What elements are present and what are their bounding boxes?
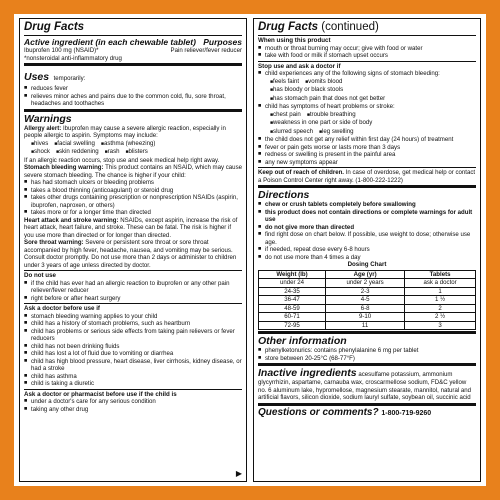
bleeding-signs: ■ feels faint ■ vomits blood	[258, 78, 476, 87]
list-item: ■ do not give more than directed	[258, 224, 476, 232]
table-row: 48-59 6-8 2	[259, 304, 476, 313]
drug-facts-panel-left	[19, 18, 247, 482]
allergy-symptoms: ■ hives ■ facial swelling ■ asthma (wheezing)	[24, 140, 242, 149]
phone-number: 1-800-719-9260	[381, 409, 432, 417]
table-row: under 24 under 2 years ask a doctor	[259, 279, 476, 288]
list-item: ■ has had stomach ulcers or bleeding problems	[24, 179, 242, 187]
list-item: ■ right before or after heart surgery	[24, 295, 242, 303]
list-item: ■ this product does not contain directions or complete warnings for adult use	[258, 209, 476, 224]
table-row: 24-35 2-3 1	[259, 287, 476, 296]
list-item: ■ phenylketonurics: contains phenylalanine 6 mg per tablet	[258, 347, 476, 355]
dosing-chart-title: Dosing Chart	[347, 261, 387, 268]
do-not-use-header: Do not use	[24, 272, 56, 279]
list-item: ■ child has high blood pressure, heart disease, liver cirrhosis, kidney disease, or had a stroke	[24, 358, 242, 373]
panel-title: Drug Facts	[24, 21, 85, 33]
divider	[24, 270, 242, 271]
list-item: ■ do not use more than 4 times a day	[258, 254, 476, 262]
ask-pharmacist-header: Ask a doctor or pharmacist before use if the child is	[24, 390, 177, 398]
list-item: ■ child has not been drinking fluids	[24, 343, 242, 351]
panel-title: Drug Facts (continued)	[258, 21, 379, 33]
divider	[24, 35, 242, 36]
divider	[24, 63, 242, 66]
divider	[258, 167, 476, 168]
heart-signs: ■ chest pain ■ trouble breathing	[258, 111, 476, 120]
stop-use-header: Stop use and ask a doctor if	[258, 62, 341, 70]
questions-line: Questions or comments? 1-800-719-9260	[258, 406, 432, 418]
continue-arrow-icon: ▶	[235, 469, 242, 478]
allergy-symptoms: ■ shock ■ skin reddening ■ rash ■ blisters	[24, 148, 242, 157]
list-item: ■ takes other drugs containing prescription or nonprescription NSAIDs (aspirin, ibuprofen, naproxen, or others)	[24, 194, 242, 209]
allergy-after: If an allergic reaction occurs, stop use and seek medical help right away.	[24, 156, 220, 164]
sore-throat-warning: Sore throat warning: Severe or persistent sore throat or sore throat accompanied by high fever, headache, nausea, and vomiting may be serious. Consult doctor promptly. Do not use more than 2 days or administer to children under 3 years of age unless directed by doctor.	[24, 239, 237, 269]
divider	[24, 303, 242, 304]
allergy-alert: Allergy alert: Ibuprofen may cause a severe allergic reaction, especially in people allergic to aspirin. Symptoms may include:	[24, 124, 226, 139]
table-header-row: Weight (lb) Age (yr) Tablets	[259, 270, 476, 279]
active-ingredient-note: *nonsteroidal anti-inflammatory drug	[24, 54, 122, 62]
list-item: ■ fever or pain gets worse or lasts more than 3 days	[258, 144, 476, 152]
warnings-header: Warnings	[24, 112, 72, 125]
list-item: ■ under a doctor's care for any serious condition	[24, 398, 242, 406]
list-item: ■ child has a history of stomach problems, such as heartburn	[24, 320, 242, 328]
divider	[258, 35, 476, 36]
table-row: 60-71 9-10 2 ½	[259, 313, 476, 322]
list-item: ■ takes a blood thinning (anticoagulant) or steroid drug	[24, 187, 242, 195]
divider	[258, 363, 476, 366]
list-item: ■ child has symptoms of heart problems or stroke:	[258, 103, 476, 111]
list-item: ■ child has asthma	[24, 373, 242, 381]
table-row: 36-47 4-5 1 ½	[259, 296, 476, 305]
list-item: ■ store between 20-25°C (68-77°F)	[258, 355, 476, 363]
directions-header: Directions	[258, 189, 310, 201]
divider	[258, 61, 476, 62]
divider	[24, 109, 242, 112]
heart-warning: Heart attack and stroke warning: NSAIDs, except aspirin, increase the risk of heart attack, heart failure, and stroke. These can be fatal. The risk is higher if you use more than directed or for longer than directed.	[24, 216, 238, 239]
list-item: ■ child experiences any of the following signs of stomach bleeding:	[258, 70, 476, 78]
table-row: 72-95 11 3	[259, 321, 476, 330]
list-item: ■ if the child has ever had an allergic reaction to ibuprofen or any other pain reliever/fever reducer	[24, 280, 242, 295]
drug-facts-label	[14, 14, 486, 486]
stomach-warning: Stomach bleeding warning: This product contains an NSAID, which may cause severe stomach bleeding. The chance is higher if your child:	[24, 164, 243, 179]
bleeding-signs: ■ has stomach pain that does not get better	[258, 95, 476, 104]
other-information-header: Other information	[258, 335, 347, 347]
divider	[258, 403, 476, 406]
list-item: ■ redness or swelling is present in the painful area	[258, 151, 476, 159]
bleeding-signs: ■ has bloody or black stools	[258, 86, 476, 95]
heart-signs: ■ slurred speech ■ leg swelling	[258, 128, 476, 137]
keep-out-of-reach: Keep out of reach of children. In case of overdose, get medical help or contact a Poison Control Center right away. (1-800-222-1222)	[258, 169, 476, 184]
list-item: ■ stomach bleeding warning applies to your child	[24, 313, 242, 321]
dosing-chart-table	[258, 270, 476, 331]
list-item: ■ takes more or for a longer time than directed	[24, 209, 242, 217]
divider	[24, 389, 242, 390]
list-item: ■ child has problems or serious side effects from taking pain relievers or fever reducers	[24, 328, 242, 343]
list-item: ■ chew or crush tablets completely before swallowing	[258, 201, 476, 209]
active-ingredient-row: Ibuprofen 100 mg (NSAID)* Pain reliever/fever reducer	[24, 47, 242, 54]
list-item: ■ if needed, repeat dose every 6-8 hours	[258, 246, 476, 254]
inactive-ingredients: Inactive ingredients acesulfame potassium, ammonium glycyrrhizin, aspartame, carnauba wax, croscarmellose sodium, FD&C yellow no. 6 aluminum lake, hypromellose, magnesium stearate, mannitol, natural and artificial flavors, silicon dioxide, sodium lauryl sulfate, soybean oil, succinic acid	[258, 367, 472, 401]
divider	[258, 185, 476, 188]
active-ingredient-header: Active ingredient (in each chewable tablet) Purposes	[24, 37, 242, 47]
list-item: ■ find right dose on chart below. If possible, use weight to dose; otherwise use age.	[258, 231, 476, 246]
divider	[258, 331, 476, 334]
list-item: ■ take with food or milk if stomach upset occurs	[258, 52, 476, 60]
heart-signs: ■ weakness in one part or side of body	[258, 119, 476, 128]
list-item: ■ mouth or throat burning may occur; give with food or water	[258, 45, 476, 53]
ask-doctor-header: Ask a doctor before use if	[24, 305, 100, 312]
when-using-header: When using this product	[258, 37, 331, 44]
list-item: ■ child has lost a lot of fluid due to vomiting or diarrhea	[24, 350, 242, 358]
list-item: ■ the child does not get any relief within first day (24 hours) of treatment	[258, 136, 476, 144]
uses-section: Uses temporarily: ■ reduces fever ■ relieves minor aches and pains due to the common cold, flu, sore throat, headaches and toothaches	[24, 67, 242, 108]
list-item: ■ any new symptoms appear	[258, 159, 476, 167]
drug-facts-panel-right	[253, 18, 481, 482]
list-item: ■ taking any other drug	[24, 406, 242, 414]
list-item: ■ child is taking a diuretic	[24, 380, 242, 388]
